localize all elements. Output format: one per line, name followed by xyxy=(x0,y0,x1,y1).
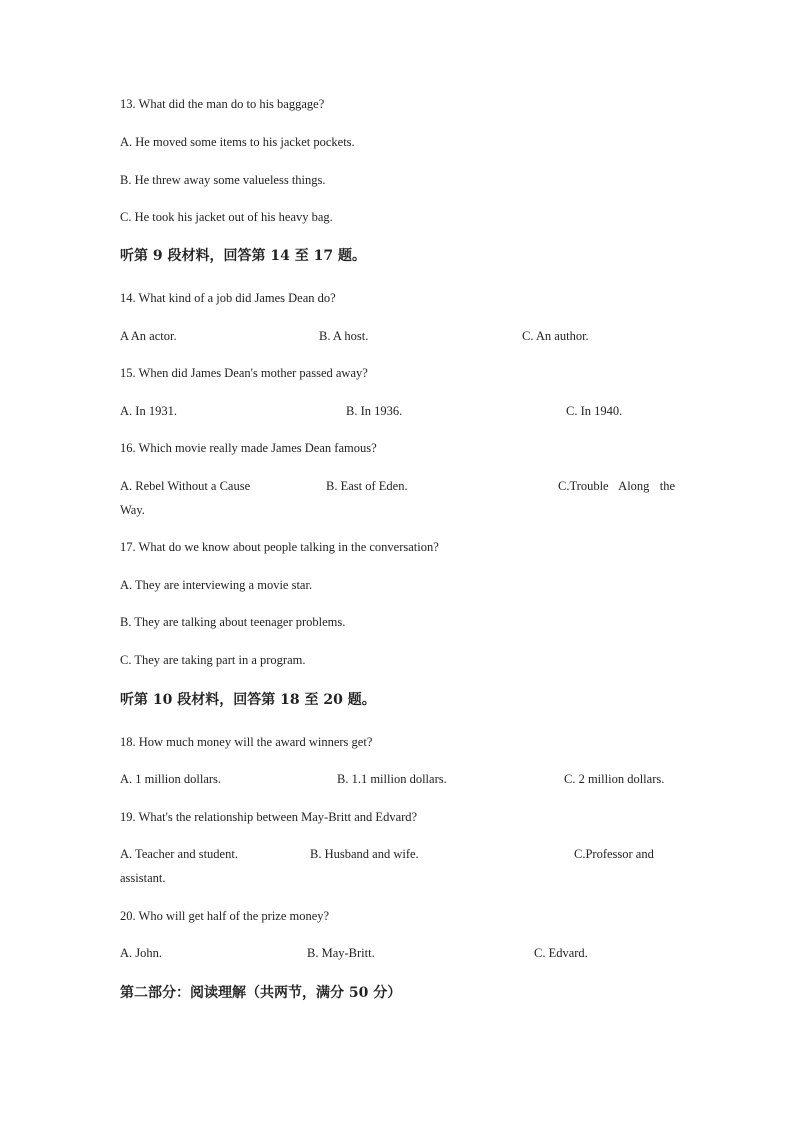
q19-option-a: A. Teacher and student. xyxy=(120,847,238,861)
q17-option-c: C. They are taking part in a program. xyxy=(120,653,306,667)
q20-option-c: C. Edvard. xyxy=(534,946,588,960)
question-18: 18. How much money will the award winners get? xyxy=(120,735,373,749)
q14-option-b: B. A host. xyxy=(319,329,369,343)
q15-option-b: B. In 1936. xyxy=(346,404,403,418)
q13-option-c: C. He took his jacket out of his heavy bag. xyxy=(120,210,333,224)
q14-option-a: A An actor. xyxy=(120,329,177,343)
q18-option-c: C. 2 million dollars. xyxy=(564,772,665,786)
q20-option-a: A. John. xyxy=(120,946,163,960)
q19-option-c: C.Professor and xyxy=(574,847,654,861)
q16-option-c-continued: Way. xyxy=(120,503,145,517)
question-13: 13. What did the man do to his baggage? xyxy=(120,97,325,111)
part-2-heading: 第二部分：阅读理解（共两节，满分 50 分） xyxy=(120,985,402,1001)
q15-option-c: C. In 1940. xyxy=(566,404,623,418)
q18-option-a: A. 1 million dollars. xyxy=(120,772,222,786)
q17-option-a: A. They are interviewing a movie star. xyxy=(120,578,313,592)
q18-option-b: B. 1.1 million dollars. xyxy=(337,772,447,786)
section-10-heading: 听第 10 段材料，回答第 18 至 20 题。 xyxy=(120,692,376,708)
q19-option-b: B. Husband and wife. xyxy=(310,847,419,861)
question-19: 19. What's the relationship between May-Britt and Edvard? xyxy=(120,810,418,824)
question-20: 20. Who will get half of the prize money? xyxy=(120,909,330,923)
q14-option-c: C. An author. xyxy=(522,329,589,343)
q20-option-b: B. May-Britt. xyxy=(307,946,375,960)
question-14: 14. What kind of a job did James Dean do? xyxy=(120,291,336,305)
q13-option-b: B. He threw away some valueless things. xyxy=(120,173,326,187)
q16-option-c: C.Trouble Along the xyxy=(558,479,675,493)
question-17: 17. What do we know about people talking in the conversation? xyxy=(120,540,439,554)
question-16: 16. Which movie really made James Dean famous? xyxy=(120,441,377,455)
q19-option-c-continued: assistant. xyxy=(120,871,166,885)
q17-option-b: B. They are talking about teenager problems. xyxy=(120,615,346,629)
q16-option-b: B. East of Eden. xyxy=(326,479,408,493)
q15-option-a: A. In 1931. xyxy=(120,404,177,418)
question-15: 15. When did James Dean's mother passed away? xyxy=(120,366,368,380)
section-9-heading: 听第 9 段材料，回答第 14 至 17 题。 xyxy=(120,248,366,264)
q16-option-a: A. Rebel Without a Cause xyxy=(120,479,251,493)
q13-option-a: A. He moved some items to his jacket pockets. xyxy=(120,135,355,149)
